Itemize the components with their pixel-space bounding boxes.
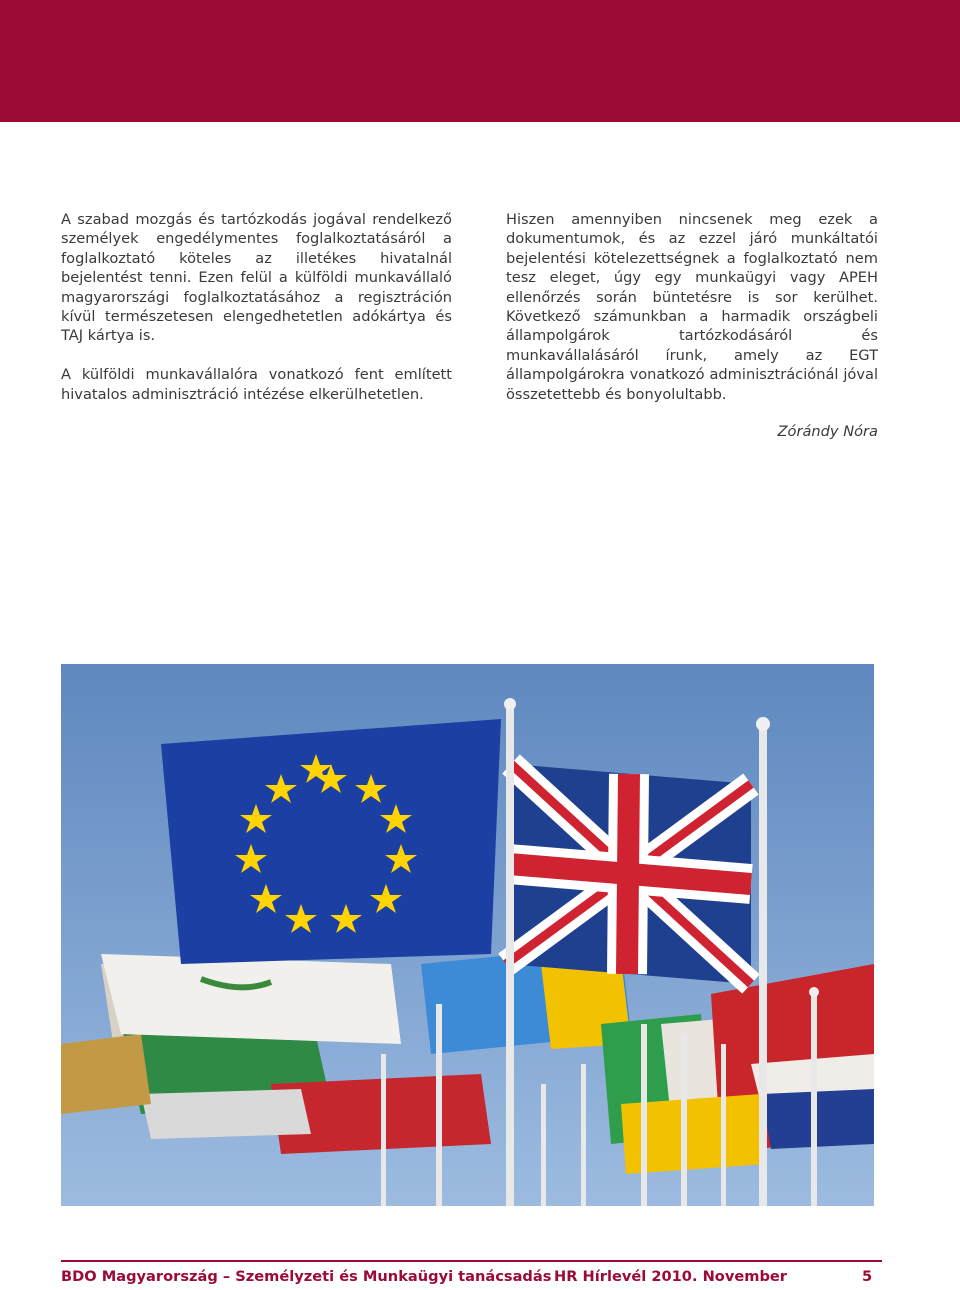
paragraph: A szabad mozgás és tartózkodás jogával rendelkező személyek engedélymentes foglalkoztatásáról a foglalkoztató köteles az illetékes hivatalnál bejelentést tenni. Ezen felül a külföldi munkavállaló magyarországi foglalkoztatásához a regisztráción kívül természetesen elengedhetetlen adókártya és TAJ kártya is. (61, 211, 452, 345)
header-band (0, 0, 960, 122)
paragraph: A külföldi munkavállalóra vonatkozó fent említett hivatalos adminisztráció intézése elkerülhetetlen. (61, 366, 452, 403)
right-text-column (506, 210, 878, 423)
author-name: Zórándy Nóra (777, 423, 878, 440)
european-flags-photo (61, 664, 874, 1206)
left-text-column (61, 210, 452, 423)
page-number: 5 (862, 1268, 873, 1285)
paragraph: Hiszen amennyiben nincsenek meg ezek a dokumentumok, és az ezzel járó munkáltatói bejelentési kötelezettségnek a foglalkoztató nem tesz eleget, úgy egy munkaügyi vagy APEH ellenőrzés során büntetésre is sor kerülhet. Következő számunkban a harmadik országbeli állampolgárok tartózkodásáról és munkavállalásáról írunk, amely az EGT állampolgárokra vonatkozó adminisztrációnál jóval összetettebb és bonyolultabb. (506, 211, 878, 403)
footer-rule (61, 1260, 882, 1262)
footer-issue: HR Hírlevél 2010. November (554, 1268, 787, 1285)
flags-illustration (61, 664, 874, 1206)
footer-publisher: BDO Magyarország – Személyzeti és Munkaügyi tanácsadás (61, 1268, 552, 1285)
